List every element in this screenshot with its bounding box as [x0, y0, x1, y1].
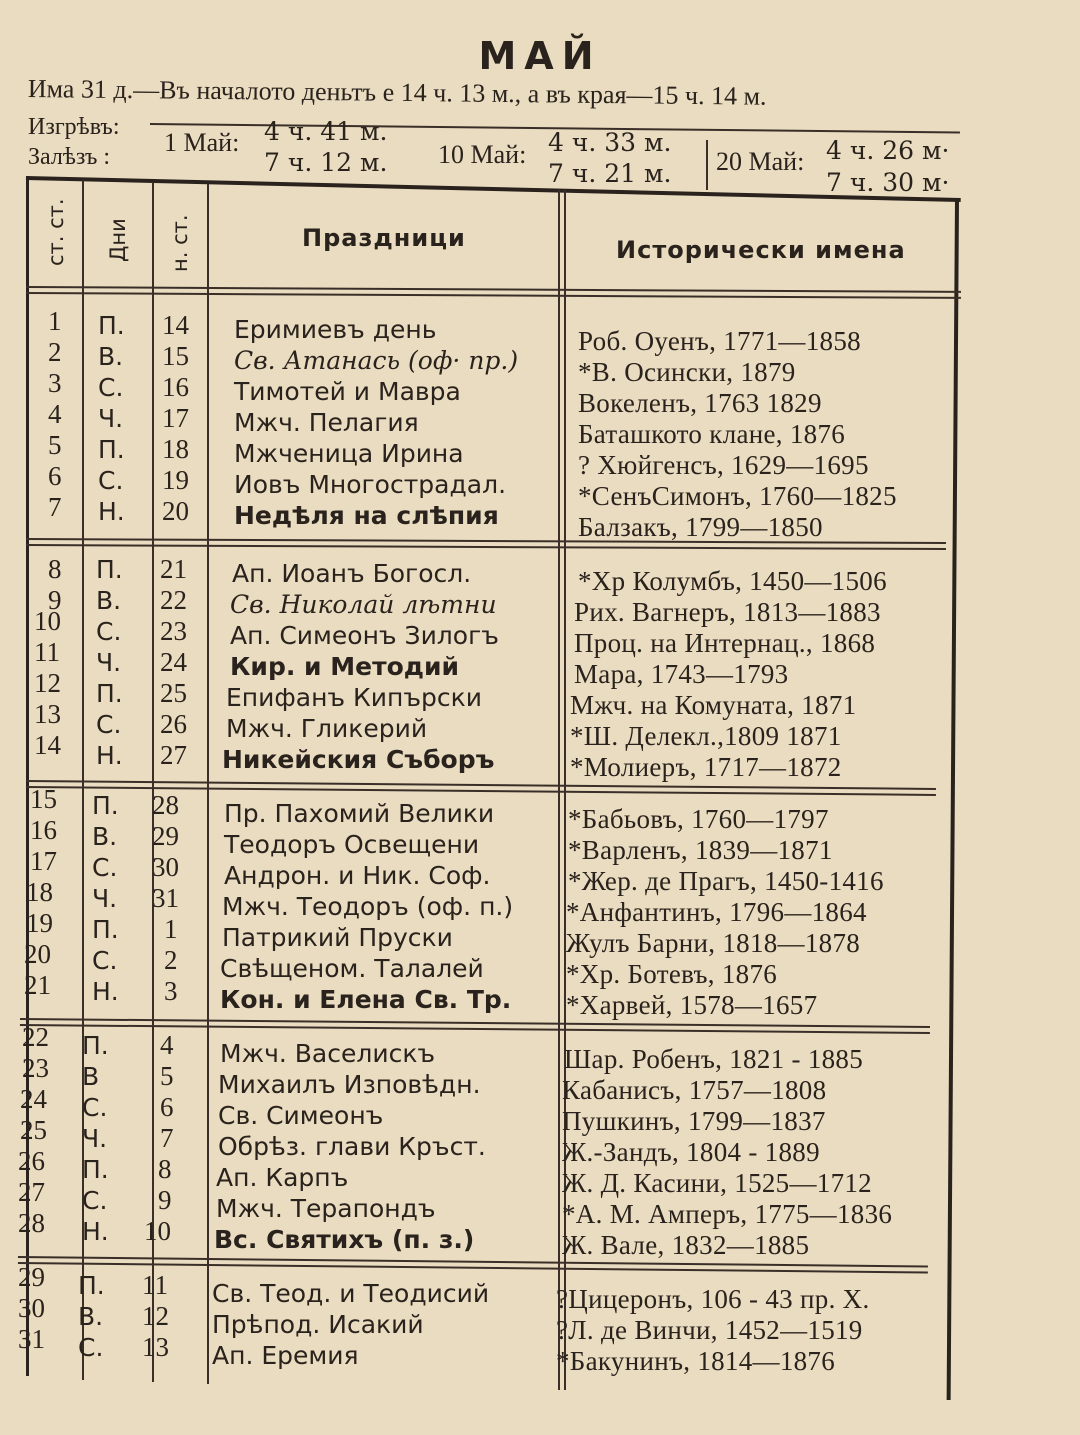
week-1-holiday-4: Мжч. Пелагия	[234, 408, 419, 437]
week-5-history-2: ?Л. де Винчи, 1452—1519	[556, 1315, 863, 1345]
week-4-old-6: 27	[18, 1177, 45, 1207]
sunrise-1: 4 ч. 41 м.	[264, 117, 388, 146]
week-5-new-2: 12	[142, 1301, 169, 1331]
day-length-line: Има 31 д.—Въ началото деньтъ е 14 ч. 13 м., а въ края—15 ч. 14 м.	[27, 74, 767, 111]
week-2-holiday-6: Мжч. Гликерий	[226, 714, 428, 743]
week-4-old-7: 28	[18, 1208, 45, 1238]
week-2-history-6: *Ш. Делекл.,1809 1871	[570, 721, 842, 751]
week-2-day-1: П.	[96, 555, 123, 584]
header-days: Дни	[106, 218, 130, 262]
week-3-history-3: *Жер. де Прагъ, 1450-1416	[568, 866, 884, 896]
week-4-new-1: 4	[160, 1030, 174, 1060]
week-1-new-6: 19	[162, 465, 189, 495]
header-new-style: н. ст.	[168, 214, 192, 272]
week-2-new-4: 24	[160, 647, 187, 677]
week-5-old-1: 29	[18, 1262, 45, 1292]
week-2-history-4: Мара, 1743—1793	[574, 659, 789, 689]
week-2-old-3: 10	[34, 606, 61, 636]
week-2-old-2: 9	[48, 585, 62, 615]
week-3-holiday-7: Кон. и Елена Св. Тр.	[220, 985, 512, 1014]
week-3-old-6: 20	[24, 939, 51, 969]
week-1-history-2: *В. Осински, 1879	[578, 357, 796, 387]
week-4-holiday-2: Михаилъ Изповѣдн.	[218, 1070, 481, 1099]
week-4-day-5: П.	[82, 1155, 109, 1184]
week-3-old-5: 19	[26, 908, 53, 938]
week-1-new-2: 15	[162, 341, 189, 371]
week-4-day-1: П.	[82, 1031, 109, 1060]
week-1-day-7: Н.	[98, 497, 125, 526]
week-5-holiday-3: Ап. Еремия	[212, 1341, 359, 1370]
week-4-old-3: 24	[20, 1084, 47, 1114]
week-2-holiday-7: Никейския Съборъ	[222, 745, 495, 774]
week-5-old-3: 31	[18, 1324, 45, 1354]
week-4-new-5: 8	[158, 1154, 172, 1184]
week-2-holiday-4: Кир. и Методий	[230, 652, 459, 681]
header-rule	[26, 286, 961, 299]
week-3-day-7: Н.	[92, 977, 119, 1006]
week-4-history-5: Ж. Д. Касини, 1525—1712	[562, 1168, 872, 1198]
sunset-1: 7 ч. 12 м.	[264, 148, 388, 177]
week-5-day-2: В.	[78, 1302, 104, 1331]
week-5-new-3: 13	[142, 1332, 169, 1362]
week-3-holiday-4: Мжч. Теодоръ (оф. п.)	[222, 892, 514, 921]
week-4-new-3: 6	[160, 1092, 174, 1122]
week-2-day-3: С.	[96, 617, 122, 646]
week-5-day-1: П.	[78, 1271, 105, 1300]
week-3-day-4: Ч.	[92, 884, 118, 913]
week-1-history-6: *СенъСимонъ, 1760—1825	[578, 481, 897, 511]
week-2-new-5: 25	[160, 678, 187, 708]
week-3-holiday-2: Теодоръ Освещени	[224, 830, 480, 859]
week-1-history-1: Роб. Оуенъ, 1771—1858	[578, 326, 861, 356]
week-4-history-3: Пушкинъ, 1799—1837	[562, 1106, 826, 1136]
week-3-new-6: 2	[164, 945, 178, 975]
week-5-day-3: С.	[78, 1333, 104, 1362]
week-2-old-1: 8	[48, 554, 62, 584]
week-1-holiday-2: Св. Атанась (оф· пр.)	[234, 346, 519, 375]
week-4-day-2: В	[82, 1062, 100, 1091]
week-4-holiday-1: Мжч. Васелискъ	[220, 1039, 436, 1068]
sunrise-20: 4 ч. 26 м·	[826, 136, 950, 165]
week-1-day-6: С.	[98, 466, 124, 495]
week-2-holiday-5: Епифанъ Кипърски	[226, 683, 483, 712]
week-4-new-2: 5	[160, 1061, 174, 1091]
week-3-holiday-6: Свѣщеном. Талалей	[220, 954, 484, 983]
week-3-history-1: *Бабьовъ, 1760—1797	[568, 804, 829, 834]
week-4-holiday-6: Мжч. Терапондъ	[216, 1194, 436, 1223]
week-2-old-6: 13	[34, 699, 61, 729]
sun-date-20: 20 Май:	[716, 147, 805, 176]
week-2-history-7: *Молиеръ, 1717—1872	[570, 752, 842, 782]
week-1-old-2: 2	[48, 337, 62, 367]
sunrise-label: Изгрѣвъ:	[28, 114, 120, 140]
week-1-old-5: 5	[48, 430, 62, 460]
week-4-old-1: 22	[22, 1022, 49, 1052]
week-2-day-2: В.	[96, 586, 122, 615]
header-historical: Исторически имена	[616, 236, 906, 264]
week-1-history-5: ? Хюйгенсъ, 1629—1695	[578, 450, 869, 480]
week-4-new-4: 7	[160, 1123, 174, 1153]
week-2-day-6: С.	[96, 710, 122, 739]
week-3-new-7: 3	[164, 976, 178, 1006]
week-2-new-2: 22	[160, 585, 187, 615]
week-3-day-2: В.	[92, 822, 118, 851]
sun-date-1: 1 Май:	[164, 128, 240, 157]
header-holidays: Праздници	[302, 224, 466, 252]
week-3-history-5: Жулъ Барни, 1818—1878	[566, 928, 861, 958]
week-1-day-3: С.	[98, 373, 124, 402]
week-2-old-5: 12	[34, 668, 61, 698]
table-right-border	[947, 200, 959, 1400]
week-3-new-2: 29	[152, 821, 179, 851]
week-1-day-2: В.	[98, 342, 124, 371]
week-3-history-2: *Варленъ, 1839—1871	[568, 835, 833, 865]
week-1-holiday-5: Мжченица Ирина	[234, 439, 464, 468]
week-3-holiday-5: Патрикий Пруски	[222, 923, 453, 952]
week-5-new-1: 11	[142, 1270, 168, 1300]
week-2-old-4: 11	[34, 637, 60, 667]
week-3-day-6: С.	[92, 946, 118, 975]
week-5-history-3: *Бакунинъ, 1814—1876	[556, 1346, 836, 1376]
sunset-10: 7 ч. 21 м.	[548, 159, 672, 188]
sun-date-10: 10 Май:	[438, 140, 527, 169]
week-4-history-4: Ж.-Зандъ, 1804 - 1889	[562, 1137, 820, 1167]
week-1-day-1: П.	[98, 311, 125, 340]
week-3-old-4: 18	[26, 877, 53, 907]
week-3-day-1: П.	[92, 791, 119, 820]
week-1-new-3: 16	[162, 372, 189, 402]
week-1-history-4: Баташкото клане, 1876	[578, 419, 846, 449]
week-1-holiday-3: Тимотей и Мавра	[234, 377, 461, 406]
week-3-old-2: 16	[30, 815, 57, 845]
week-2-new-3: 23	[160, 616, 187, 646]
week-3-new-4: 31	[152, 883, 179, 913]
week-1-new-5: 18	[162, 434, 189, 464]
week-4-history-6: *А. М. Амперъ, 1775—1836	[562, 1199, 893, 1229]
week-4-history-7: Ж. Вале, 1832—1885	[562, 1230, 810, 1260]
week-4-old-4: 25	[20, 1115, 47, 1145]
week-2-old-7: 14	[34, 730, 61, 760]
week-1-old-3: 3	[48, 368, 62, 398]
week-2-history-5: Мжч. на Комуната, 1871	[570, 690, 857, 720]
week-2-holiday-2: Св. Николай лѣтни	[230, 590, 497, 619]
week-5-old-2: 30	[18, 1293, 45, 1323]
week-2-new-6: 26	[160, 709, 187, 739]
week-2-holiday-1: Ап. Иоанъ Богосл.	[232, 559, 472, 588]
week-1-holiday-7: Недѣля на слѣпия	[234, 501, 499, 530]
week-1-holiday-1: Еримиевъ день	[234, 315, 437, 344]
week-3-old-1: 15	[30, 784, 57, 814]
sun-divider	[706, 140, 708, 190]
week-2-day-7: Н.	[96, 741, 123, 770]
week-3-new-3: 30	[152, 852, 179, 882]
week-3-history-4: *Анфантинъ, 1796—1864	[566, 897, 867, 927]
week-3-holiday-3: Андрон. и Ник. Соф.	[224, 861, 491, 890]
week-3-new-5: 1	[164, 914, 178, 944]
week-4-holiday-5: Ап. Карпъ	[216, 1163, 349, 1192]
week-1-history-7: Балзакъ, 1799—1850	[578, 512, 823, 542]
week-1-old-4: 4	[48, 399, 62, 429]
week-1-new-7: 20	[162, 496, 189, 526]
week-1-new-4: 17	[162, 403, 189, 433]
week-1-day-4: Ч.	[98, 404, 124, 433]
week-2-history-3: Проц. на Интернац., 1868	[574, 628, 876, 658]
sunset-label: Залѣзъ :	[28, 144, 111, 170]
week-4-day-4: Ч.	[82, 1124, 108, 1153]
sunset-20: 7 ч. 30 м·	[826, 168, 950, 197]
week-2-history-2: Рих. Вагнеръ, 1813—1883	[574, 597, 881, 627]
week-4-new-6: 9	[158, 1185, 172, 1215]
week-3-day-3: С.	[92, 853, 118, 882]
week-4-day-7: Н.	[82, 1217, 109, 1246]
week-2-day-5: П.	[96, 679, 123, 708]
week-1-day-5: П.	[98, 435, 125, 464]
week-5-holiday-2: Прѣпод. Исакий	[212, 1310, 424, 1339]
week-4-old-2: 23	[22, 1053, 49, 1083]
week-2-new-1: 21	[160, 554, 187, 584]
week-1-new-1: 14	[162, 310, 189, 340]
week-4-holiday-3: Св. Симеонъ	[218, 1101, 384, 1130]
week-4-new-7: 10	[144, 1216, 171, 1246]
week-4-day-3: С.	[82, 1093, 108, 1122]
week-4-day-6: С.	[82, 1186, 108, 1215]
week-2-new-7: 27	[160, 740, 187, 770]
month-title: МАЙ	[478, 34, 602, 78]
week-2-holiday-3: Ап. Симеонъ Зилогъ	[230, 621, 499, 650]
week-3-new-1: 28	[152, 790, 179, 820]
week-1-holiday-6: Иовъ Многострадал.	[234, 470, 507, 499]
week-4-holiday-7: Вс. Святихъ (п. з.)	[214, 1225, 475, 1254]
week-4-history-2: Кабанисъ, 1757—1808	[562, 1075, 827, 1105]
week-5-holiday-1: Св. Теод. и Теодисий	[212, 1279, 490, 1308]
week-3-old-7: 21	[24, 970, 51, 1000]
week-3-history-6: *Хр. Ботевъ, 1876	[566, 959, 778, 989]
week-2-history-1: *Хр Колумбъ, 1450—1506	[578, 566, 887, 596]
week-1-old-7: 7	[48, 492, 62, 522]
week-3-day-5: П.	[92, 915, 119, 944]
week-5-history-1: ?Цицеронъ, 106 - 43 пр. Х.	[556, 1284, 870, 1314]
week-3-old-3: 17	[30, 846, 57, 876]
week-4-holiday-4: Обрѣз. глави Кръст.	[218, 1132, 486, 1161]
week-3-holiday-1: Пр. Пахомий Велики	[224, 799, 495, 828]
week-1-old-6: 6	[48, 461, 62, 491]
week-4-old-5: 26	[18, 1146, 45, 1176]
week-4-history-1: Шар. Робенъ, 1821 - 1885	[564, 1044, 864, 1074]
week-3-history-7: *Харвей, 1578—1657	[566, 990, 818, 1020]
week-1-history-3: Вокеленъ, 1763 1829	[578, 388, 822, 418]
sunrise-10: 4 ч. 33 м.	[548, 128, 672, 157]
week-1-old-1: 1	[48, 306, 62, 336]
table-top-border	[26, 176, 961, 202]
week-2-day-4: Ч.	[96, 648, 122, 677]
header-old-style: ст. ст.	[44, 198, 68, 266]
